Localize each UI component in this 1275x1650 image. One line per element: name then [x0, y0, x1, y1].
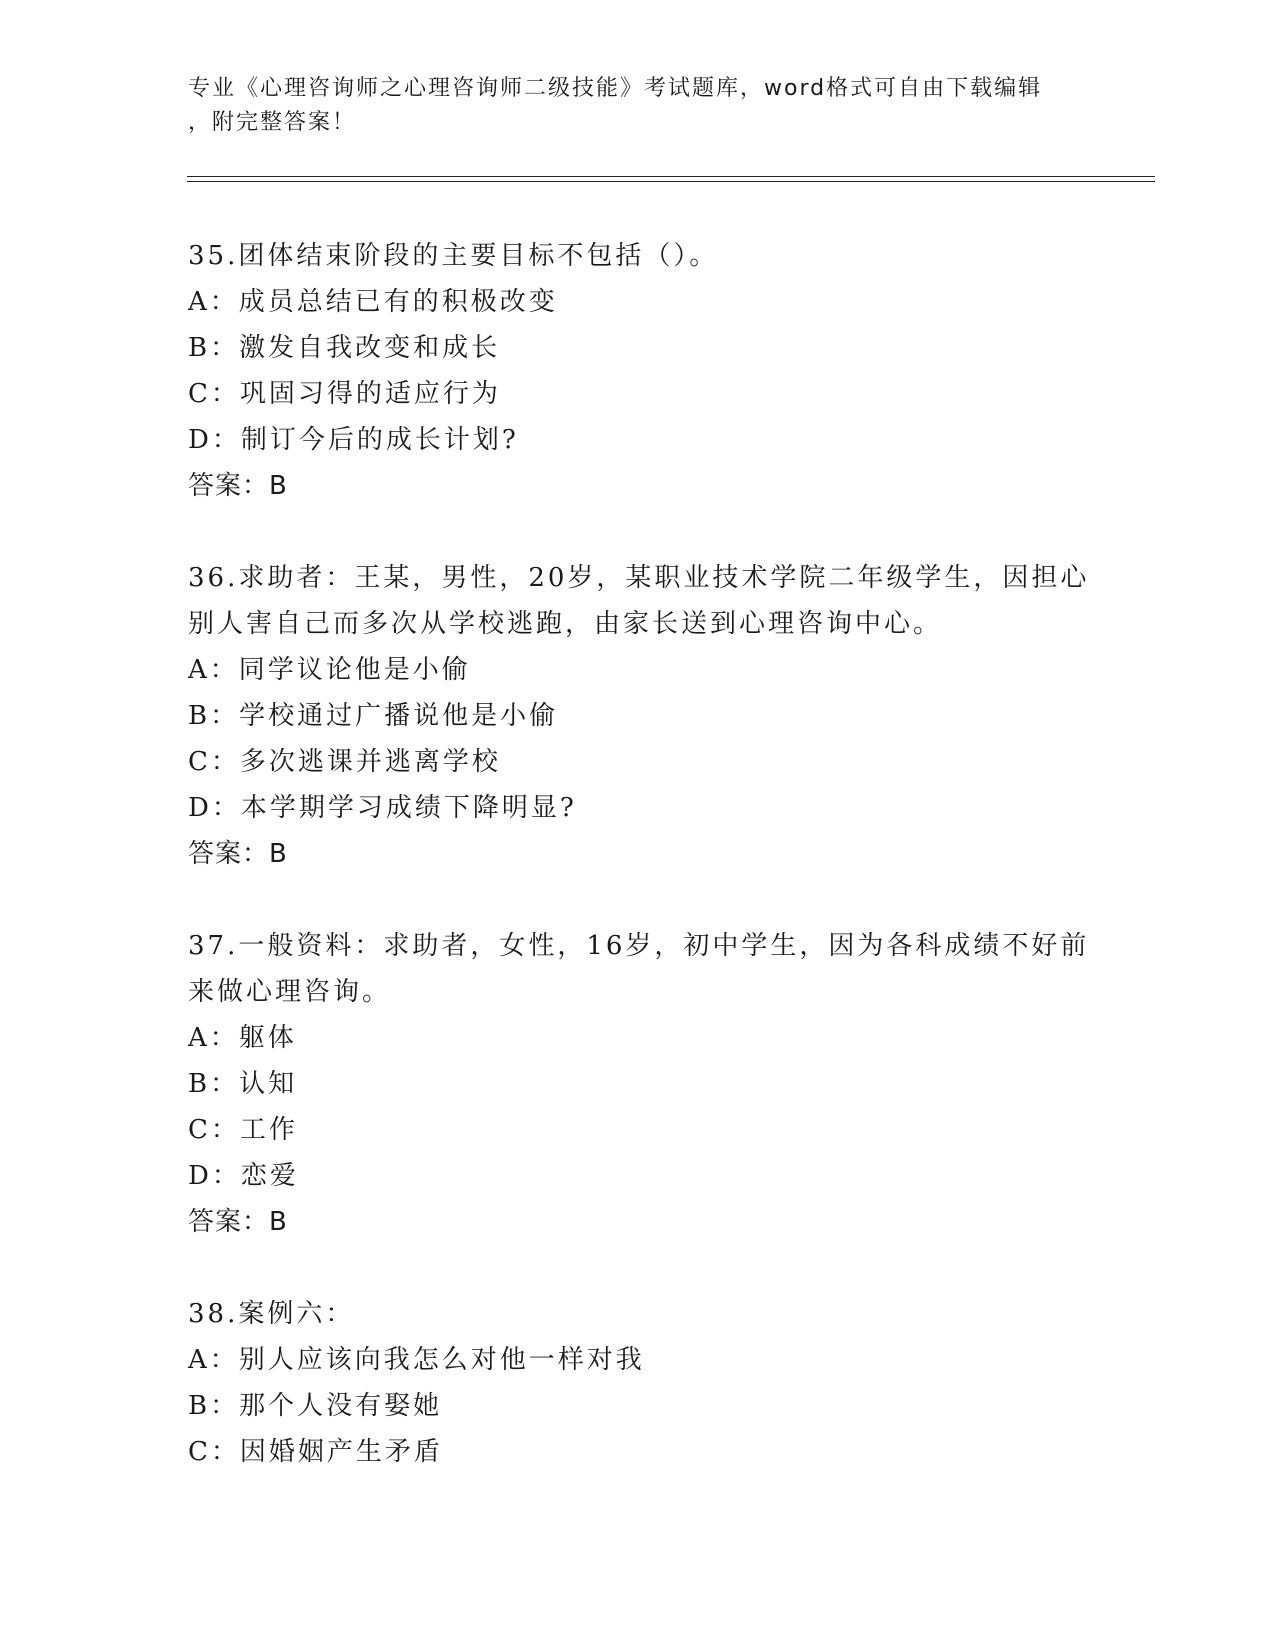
header-divider-top — [187, 176, 1155, 177]
header-divider-bottom — [187, 181, 1155, 182]
option-d: D：恋爱 — [188, 1161, 299, 1191]
option-c: C：多次逃课并逃离学校 — [188, 747, 501, 777]
question-stem: 38.案例六： — [188, 1299, 355, 1329]
option-a: A：同学议论他是小偷 — [188, 655, 471, 685]
option-d: D：本学期学习成绩下降明显? — [188, 793, 577, 823]
question-list — [188, 233, 1088, 1475]
question-37 — [188, 923, 1088, 1245]
question-stem-continued: 来做心理咨询。 — [188, 977, 392, 1007]
question-stem: 35.团体结束阶段的主要目标不包括（）。 — [188, 241, 719, 271]
question-35 — [188, 233, 1088, 509]
question-stem: 36.求助者：王某，男性，20岁，某职业技术学院二年级学生，因担心 — [188, 563, 1090, 593]
answer-line: 答案：B — [188, 471, 288, 501]
question-36 — [188, 555, 1088, 877]
option-a: A：别人应该向我怎么对他一样对我 — [188, 1345, 645, 1375]
header-line-2: ，附完整答案！ — [188, 110, 357, 135]
option-c: C：巩固习得的适应行为 — [188, 379, 501, 409]
option-b: B：认知 — [188, 1069, 298, 1099]
answer-line: 答案：B — [188, 839, 288, 869]
header-line-1: 专业《心理咨询师之心理咨询师二级技能》考试题库，word格式可自由下载编辑 — [188, 76, 1043, 101]
option-b: B：激发自我改变和成长 — [188, 333, 501, 363]
question-stem: 37.一般资料：求助者，女性，16岁，初中学生，因为各科成绩不好前 — [188, 931, 1090, 961]
option-a: A：成员总结已有的积极改变 — [188, 287, 558, 317]
option-a: A：躯体 — [188, 1023, 297, 1053]
option-b: B：学校通过广播说他是小偷 — [188, 701, 559, 731]
option-d: D：制订今后的成长计划? — [188, 425, 519, 455]
option-c: C：工作 — [188, 1115, 298, 1145]
question-stem-continued: 别人害自己而多次从学校逃跑，由家长送到心理咨询中心。 — [188, 609, 943, 639]
option-c: C：因婚姻产生矛盾 — [188, 1437, 443, 1467]
answer-line: 答案：B — [188, 1207, 288, 1237]
question-38 — [188, 1291, 1088, 1475]
option-b: B：那个人没有娶她 — [188, 1391, 443, 1421]
document-header — [188, 72, 1088, 140]
